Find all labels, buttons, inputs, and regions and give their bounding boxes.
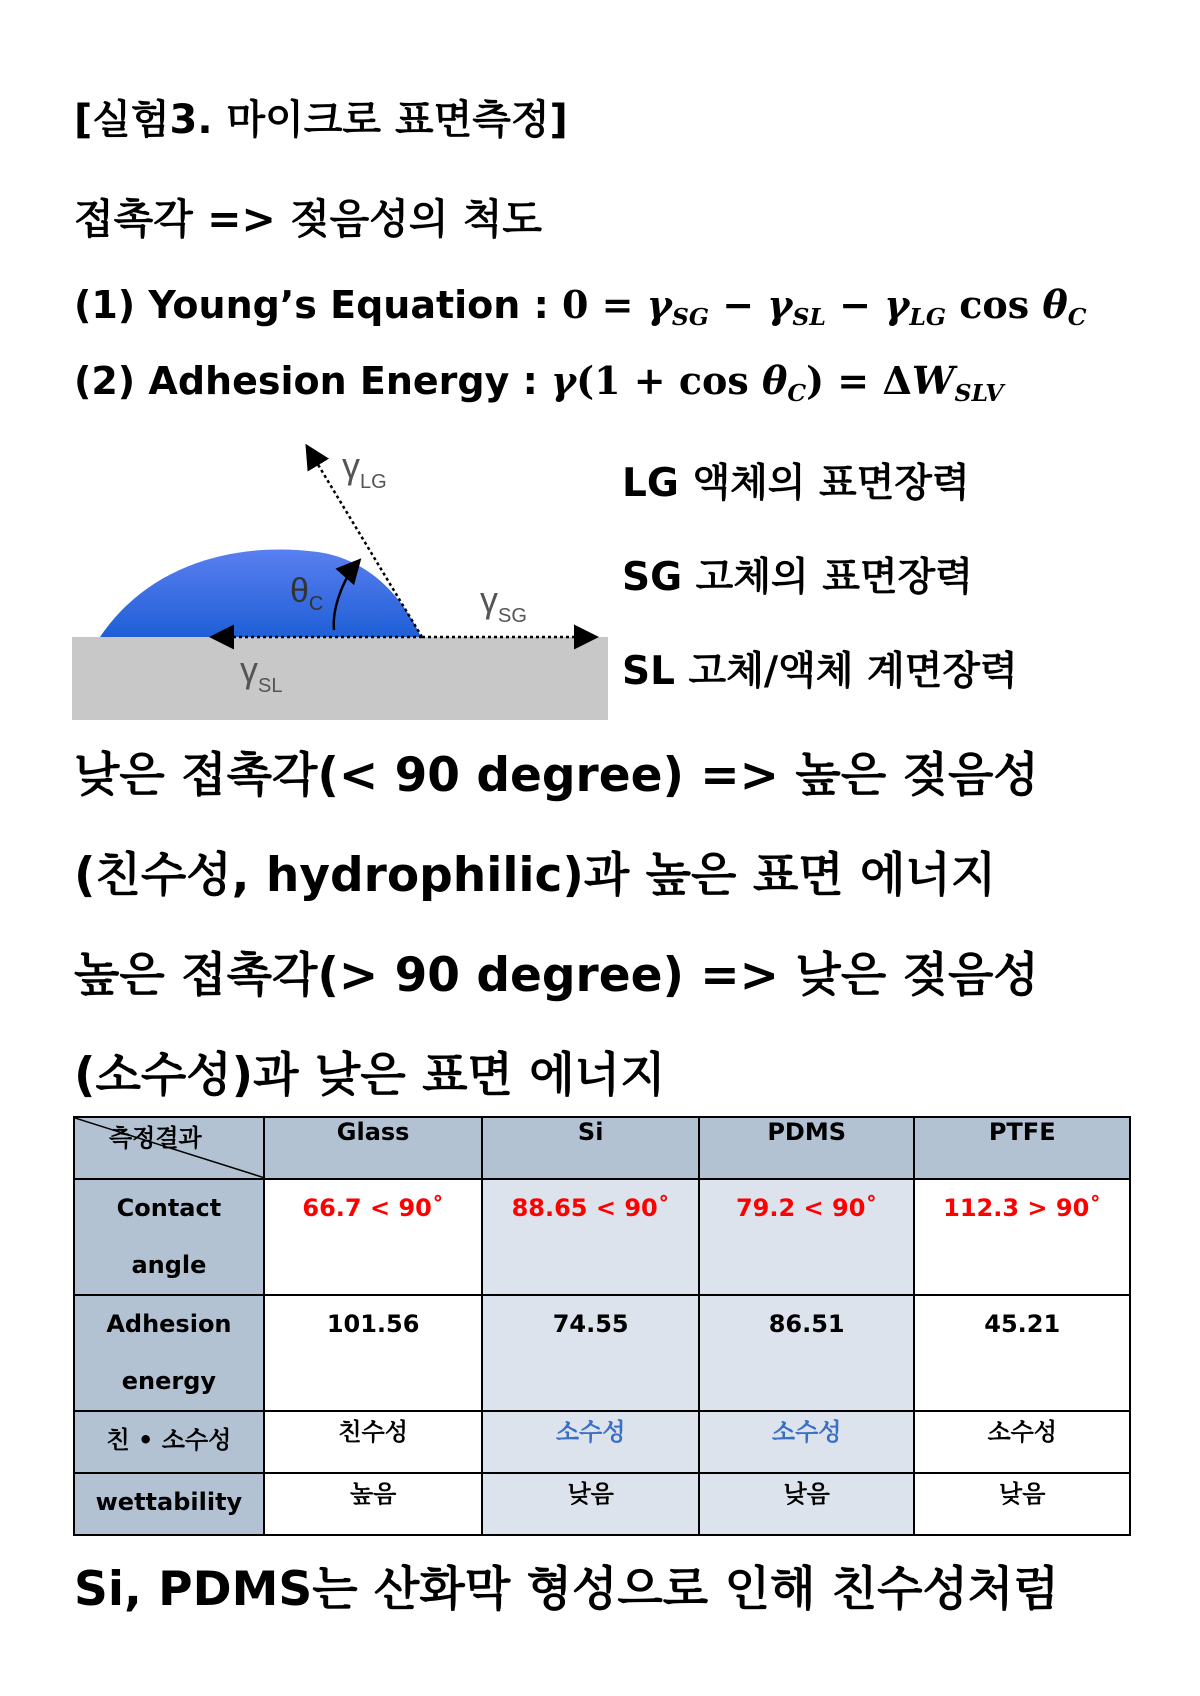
cell-adhesion-si: 74.55 bbox=[482, 1295, 699, 1411]
cell-wet-si: 낮음 bbox=[482, 1473, 699, 1535]
row-label-contact-angle: Contact angle bbox=[74, 1179, 264, 1295]
cell-wet-pdms: 낮음 bbox=[699, 1473, 915, 1535]
cell-contact-angle-pdms: 79.2 < 90˚ bbox=[699, 1179, 915, 1295]
table-row-wettability bbox=[74, 1473, 1130, 1535]
table-corner-label: 측정결과 bbox=[109, 1124, 202, 1152]
cell-wet-ptfe: 낮음 bbox=[914, 1473, 1130, 1535]
young-equation-label: (1) Young’s Equation : bbox=[74, 283, 562, 327]
cell-adhesion-glass: 101.56 bbox=[264, 1295, 483, 1411]
table-corner-cell bbox=[74, 1117, 264, 1179]
cell-hydro-ptfe: 소수성 bbox=[914, 1411, 1130, 1473]
legend-lg: LG 액체의 표면장력 bbox=[622, 461, 970, 506]
footer-line: Si, PDMS는 산화막 형성으로 인해 친수성처럼 bbox=[74, 1562, 1059, 1617]
row-label-hydrophilicity: 친 • 소수성 bbox=[74, 1411, 264, 1473]
body-line-1: 낮은 접촉각(< 90 degree) => 높은 젖음성 bbox=[74, 748, 1039, 803]
liquid-droplet bbox=[100, 549, 421, 637]
subtitle: 접촉각 => 젖음성의 척도 bbox=[74, 195, 542, 243]
body-line-2: (친수성, hydrophilic)과 높은 표면 에너지 bbox=[74, 848, 997, 903]
cell-contact-angle-glass: 66.7 < 90˚ bbox=[264, 1179, 483, 1295]
adhesion-equation-label: (2) Adhesion Energy : bbox=[74, 359, 552, 403]
table-row-contact-angle bbox=[74, 1179, 1130, 1295]
row-label-adhesion-energy: Adhesion energy bbox=[74, 1295, 264, 1411]
table-row-hydrophilicity bbox=[74, 1411, 1130, 1473]
adhesion-equation bbox=[74, 358, 1004, 407]
cell-adhesion-ptfe: 45.21 bbox=[914, 1295, 1130, 1411]
adhesion-equation-formula: $\gamma(1 + \cos \theta_C) = \Delta W_{SLV}$ bbox=[551, 358, 1004, 408]
cell-wet-glass: 높음 bbox=[264, 1473, 483, 1535]
cell-adhesion-pdms: 86.51 bbox=[699, 1295, 915, 1411]
contact-angle-diagram bbox=[72, 430, 608, 720]
cell-hydro-pdms: 소수성 bbox=[699, 1411, 915, 1473]
page-title: [실험3. 마이크로 표면측정] bbox=[74, 97, 568, 143]
column-header-pdms: PDMS bbox=[699, 1117, 915, 1179]
row-label-wettability: wettability bbox=[74, 1473, 264, 1535]
theta-c-label: $\theta_C$ bbox=[290, 572, 324, 615]
body-line-4: (소수성)과 낮은 표면 에너지 bbox=[74, 1048, 666, 1103]
cell-contact-angle-si: 88.65 < 90˚ bbox=[482, 1179, 699, 1295]
cell-hydro-si: 소수성 bbox=[482, 1411, 699, 1473]
legend-sg: SG 고체의 표면장력 bbox=[622, 555, 973, 600]
cell-hydro-glass: 친수성 bbox=[264, 1411, 483, 1473]
column-header-glass: Glass bbox=[264, 1117, 483, 1179]
table-header-row bbox=[74, 1117, 1130, 1179]
table-row-adhesion-energy bbox=[74, 1295, 1130, 1411]
young-equation-formula: $0 = \gamma_{SG} - \gamma_{SL} - \gamma_{LG}$ $\cos \theta_C$ bbox=[562, 282, 1087, 332]
results-table bbox=[73, 1116, 1131, 1536]
body-line-3: 높은 접촉각(> 90 degree) => 낮은 젖음성 bbox=[74, 948, 1039, 1003]
column-header-ptfe: PTFE bbox=[914, 1117, 1130, 1179]
gamma-sl-label: $\gamma_{SL}$ bbox=[240, 649, 283, 697]
column-header-si: Si bbox=[482, 1117, 699, 1179]
gamma-sg-label: $\gamma_{SG}$ bbox=[480, 579, 527, 627]
solid-surface bbox=[72, 637, 608, 720]
cell-contact-angle-ptfe: 112.3 > 90˚ bbox=[914, 1179, 1130, 1295]
gamma-lg-label: $\gamma_{LG}$ bbox=[342, 445, 387, 493]
young-equation bbox=[74, 282, 1086, 331]
legend-sl: SL 고체/액체 계면장력 bbox=[622, 649, 1018, 694]
